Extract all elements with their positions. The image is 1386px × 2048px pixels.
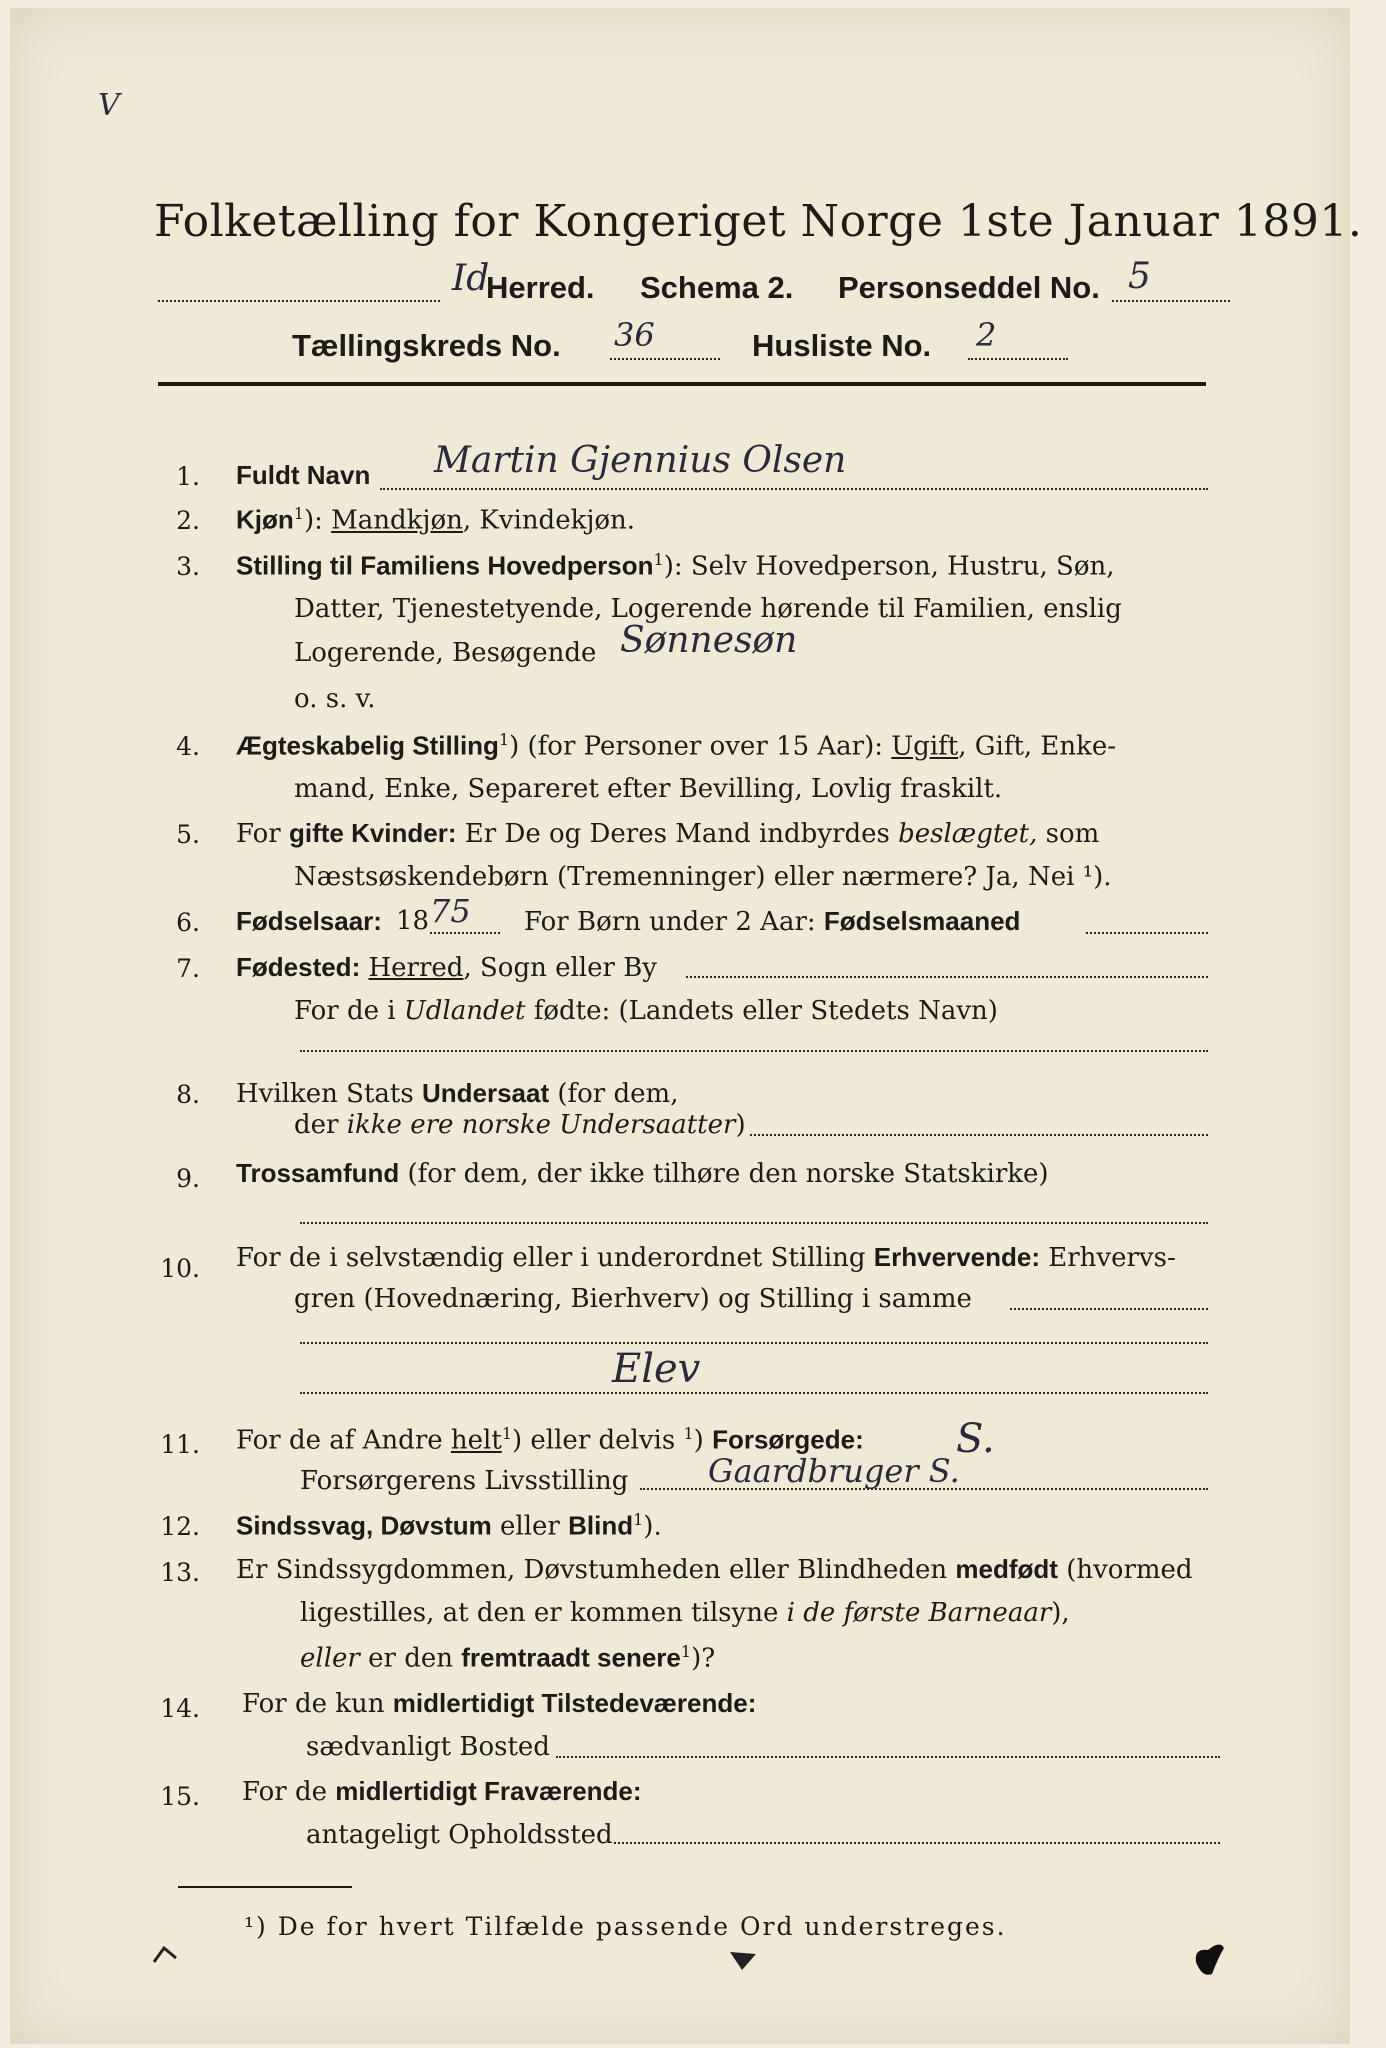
- item-text: For de i selvstændig eller i underordnet Stilling Erhvervende: Erhvervs-: [236, 1242, 1176, 1273]
- item-number: 6.: [176, 908, 200, 937]
- item-label: Fødselsaar:: [236, 906, 382, 936]
- item-number: 3.: [176, 552, 200, 581]
- ink-blot: [1190, 1938, 1230, 1982]
- item-text: For Børn under 2 Aar: Fødselsmaaned: [524, 906, 1021, 937]
- item-text: For gifte Kvinder: Er De og Deres Mand indbyrdes beslægtet, som: [236, 818, 1100, 849]
- personseddel-dotted-line: [1112, 300, 1230, 302]
- item-text: antageligt Opholdssted: [306, 1820, 613, 1850]
- item-text: gren (Hovednæring, Bierhverv) og Stilling i samme: [294, 1284, 972, 1314]
- answer-family-position: Sønnesøn: [620, 620, 798, 661]
- item-text: sædvanligt Bosted: [306, 1732, 550, 1762]
- header-rule: [158, 382, 1206, 386]
- answer-dotted-line: [300, 1342, 1208, 1344]
- item-number: 4.: [176, 732, 200, 761]
- item-text: Trossamfund (for dem, der ikke tilhøre den norske Statskirke): [236, 1158, 1049, 1189]
- item-text: Logerende, Besøgende: [294, 638, 597, 668]
- item-number: 14.: [160, 1694, 200, 1723]
- item-number: 2.: [176, 506, 200, 535]
- item-text: Er Sindssygdommen, Døvstumheden eller Blindheden medfødt (hvormed: [236, 1554, 1193, 1585]
- item-text: Fødested: Herred, Sogn eller By: [236, 952, 657, 983]
- kreds-label: Tællingskreds No.: [292, 328, 561, 363]
- item-number: 5.: [176, 820, 200, 849]
- answer-supported-mark: S.: [956, 1416, 995, 1462]
- answer-provider-occupation: Gaardbruger S.: [708, 1452, 960, 1490]
- answer-dotted-line: [300, 1050, 1208, 1052]
- item-text: Kjøn$^1$): Mandkjøn, Kvindekjøn.: [236, 504, 636, 536]
- footnote-rule: [178, 1886, 352, 1888]
- answer-dotted-line: [430, 932, 500, 934]
- item-label: Fuldt Navn: [236, 460, 371, 490]
- answer-dotted-line: [686, 976, 1208, 978]
- ink-mark: [726, 1946, 760, 1976]
- footnote: ¹) De for hvert Tilfælde passende Ord understreges.: [244, 1912, 1007, 1941]
- item-text: Hvilken Stats Undersaat (for dem,: [236, 1078, 679, 1109]
- husliste-label: Husliste No.: [752, 328, 932, 363]
- answer-dotted-line: [556, 1756, 1220, 1758]
- personseddel-number: 5: [1128, 256, 1151, 297]
- schema-label: Schema 2.: [640, 270, 794, 305]
- item-number: 11.: [160, 1430, 200, 1459]
- answer-dotted-line: [300, 1222, 1208, 1224]
- herred-dotted-line: [158, 300, 440, 302]
- item-text: For de i Udlandet fødte: (Landets eller Stedets Navn): [294, 996, 998, 1026]
- item-number: 8.: [176, 1080, 200, 1109]
- item-number: 9.: [176, 1164, 200, 1193]
- item-text: eller er den fremtraadt senere$^1$)?: [300, 1642, 716, 1674]
- item-text: Ægteskabelig Stilling$^1$) (for Personer over 15 Aar): Ugift, Gift, Enke-: [236, 730, 1117, 762]
- item-text: Forsørgerens Livsstilling: [300, 1466, 629, 1496]
- personseddel-label: Personseddel No.: [838, 270, 1100, 305]
- herred-handwritten: Id: [452, 258, 490, 299]
- item-number: 13.: [160, 1558, 200, 1587]
- item-text: For de kun midlertidigt Tilstedeværende:: [242, 1688, 757, 1719]
- item-number: 12.: [160, 1512, 200, 1541]
- item-text: For de af Andre helt$^1$) eller delvis $^1$) Forsørgede:: [236, 1424, 864, 1456]
- answer-dotted-line: [1010, 1308, 1208, 1310]
- answer-occupation: Elev: [612, 1346, 701, 1392]
- item-number: 7.: [176, 954, 200, 983]
- answer-dotted-line: [300, 1392, 1208, 1394]
- item-text: der ikke ere norske Undersaatter): [294, 1110, 746, 1140]
- husliste-number: 2: [976, 316, 997, 354]
- paper-sheet: [10, 8, 1350, 2044]
- item-text: Stilling til Familiens Hovedperson$^1$): Selv Hovedperson, Hustru, Søn,: [236, 550, 1115, 582]
- item-text: 18: [396, 906, 430, 936]
- husliste-dotted-line: [968, 358, 1068, 360]
- item-text: Næstsøskendebørn (Tremenninger) eller nærmere? Ja, Nei ¹).: [294, 862, 1112, 892]
- item-text: o. s. v.: [294, 684, 376, 714]
- answer-birth-year: 75: [430, 892, 471, 930]
- item-text: Sindssvag, Døvstum eller Blind$^1$).: [236, 1510, 662, 1542]
- item-number: 10.: [160, 1254, 200, 1283]
- kreds-number: 36: [614, 316, 655, 354]
- answer-dotted-line: [750, 1134, 1208, 1136]
- corner-pencil-mark: V: [98, 88, 120, 123]
- kreds-dotted-line: [610, 358, 720, 360]
- item-number: 1.: [176, 462, 200, 491]
- item-number: 15.: [160, 1782, 200, 1811]
- item-text: ligestilles, at den er kommen tilsyne i de første Barneaar),: [300, 1598, 1070, 1628]
- item-text: For de midlertidigt Fraværende:: [242, 1776, 642, 1807]
- item-text: Datter, Tjenestetyende, Logerende hørende til Familien, enslig: [294, 594, 1122, 624]
- ink-mark: [150, 1940, 190, 1970]
- answer-full-name: Martin Gjennius Olsen: [434, 440, 847, 481]
- herred-label: Herred.: [486, 270, 595, 305]
- answer-dotted-line: [380, 488, 1208, 490]
- form-title: Folketælling for Kongeriget Norge 1ste Januar 1891.: [154, 196, 1363, 247]
- item-text: mand, Enke, Separeret efter Bevilling, Lovlig fraskilt.: [294, 774, 1003, 804]
- answer-dotted-line: [1086, 932, 1208, 934]
- answer-dotted-line: [614, 1842, 1220, 1844]
